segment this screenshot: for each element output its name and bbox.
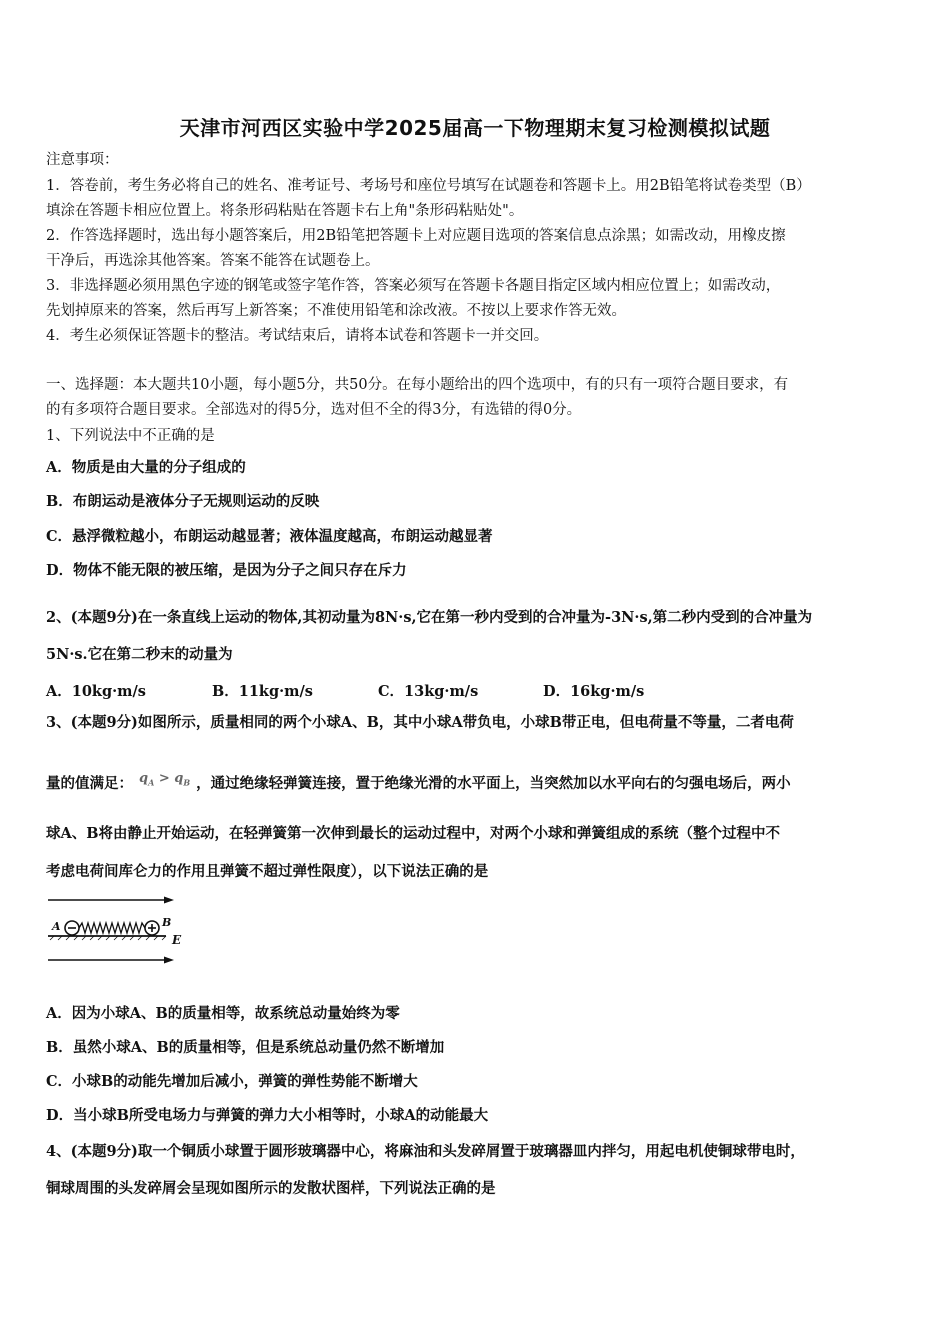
page-title: 天津市河西区实验中学2025届高一下物理期末复习检测模拟试题 — [179, 116, 771, 140]
notice-line: 先划掉原来的答案，然后再写上新答案；不准使用铅笔和涂改液。不按以上要求作答无效。 — [46, 303, 626, 319]
ball-b-label: B — [162, 916, 172, 929]
notice-line: 干净后，再选涂其他答案。答案不能答在试题卷上。 — [46, 253, 380, 269]
question-3-stem: 3、(本题9分)如图所示，质量相同的两个小球A、B，其中小球A带负电，小球B带正电，但电荷量不等量，二者电荷 — [46, 714, 794, 731]
question-2-option-c: C．13kg·m/s — [378, 683, 479, 700]
notice-line: 4．考生必须保证答题卡的整洁。考试结束后，请将本试卷和答题卡一并交回。 — [46, 328, 549, 344]
question-1-option-a: A．物质是由大量的分子组成的 — [46, 459, 246, 476]
notice-heading: 注意事项： — [46, 152, 119, 168]
question-2-stem: 5N·s.它在第二秒末的动量为 — [46, 646, 233, 663]
question-4-stem: 4、(本题9分)取一个铜质小球置于圆形玻璃器中心，将麻油和头发碎屑置于玻璃器皿内拌匀，用起电机使铜球带电时， — [46, 1143, 805, 1160]
field-arrow-bottom — [48, 957, 174, 964]
question-2-option-d: D．16kg·m/s — [543, 683, 645, 700]
question-1-option-b: B．布朗运动是液体分子无规则运动的反映 — [46, 493, 320, 510]
question-3-stem: 球A、B将由静止开始运动，在轻弹簧第一次伸到最长的运动过程中，对两个小球和弹簧组成的系统（整个过程中不 — [46, 825, 781, 842]
notice-line: 1．答卷前，考生务必将自己的姓名、准考证号、考场号和座位号填写在试题卷和答题卡上。用2B铅笔将试卷类型（B） — [46, 178, 811, 194]
question-1-option-d: D．物体不能无限的被压缩，是因为分子之间只存在斥力 — [46, 562, 407, 579]
question-2-option-a: A．10kg·m/s — [46, 683, 146, 700]
field-label: E — [172, 933, 182, 947]
notice-line: 填涂在答题卡相应位置上。将条形码粘贴在答题卡右上角"条形码粘贴处"。 — [46, 203, 524, 219]
question-3-stem: 考虑电荷间库仑力的作用且弹簧不超过弹性限度），以下说法正确的是 — [46, 863, 489, 880]
notice-line: 3．非选择题必须用黑色字迹的钢笔或签字笔作答，答案必须写在答题卡各题目指定区域内相应位置上；如需改动， — [46, 278, 781, 294]
question-3-stem — [46, 771, 791, 799]
question-3-option-d: D．当小球B所受电场力与弹簧的弹力大小相等时，小球A的动能最大 — [46, 1107, 489, 1124]
section-intro: 的有多项符合题目要求。全部选对的得5分，选对但不全的得3分，有选错的得0分。 — [46, 402, 582, 418]
spring-ball-figure — [46, 892, 206, 967]
question-3-option-a: A．因为小球A、B的质量相等，故系统总动量始终为零 — [46, 1005, 400, 1022]
question-3-option-b: B．虽然小球A、B的质量相等，但是系统总动量仍然不断增加 — [46, 1039, 445, 1056]
notice-line: 2．作答选择题时，选出每小题答案后，用2B铅笔把答题卡上对应题目选项的答案信息点涂黑；如需改动，用橡皮擦 — [46, 228, 786, 244]
section-intro: 一、选择题：本大题共10小题，每小题5分，共50分。在每小题给出的四个选项中，有的只有一项符合题目要求，有 — [46, 377, 789, 393]
question-2-options — [46, 680, 906, 700]
question-3-option-c: C．小球B的动能先增加后减小，弹簧的弹性势能不断增大 — [46, 1073, 418, 1090]
charge-inequality: $q_A > q_B$ — [139, 771, 191, 788]
question-1-option-c: C．悬浮微粒越小，布朗运动越显著；液体温度越高，布朗运动越显著 — [46, 528, 493, 545]
question-1-stem: 1、下列说法中不正确的是 — [46, 428, 215, 444]
ball-a-label: A — [52, 920, 61, 933]
question-4-stem: 铜球周围的头发碎屑会呈现如图所示的发散状图样，下列说法正确的是 — [46, 1180, 496, 1197]
question-2-option-b: B．11kg·m/s — [212, 683, 313, 700]
question-3-stem-part: ，通过绝缘轻弹簧连接，置于绝缘光滑的水平面上，当突然加以水平向右的匀强电场后，两小 — [196, 775, 791, 792]
spring — [79, 923, 145, 933]
question-3-stem-part: 量的值满足： — [46, 775, 133, 792]
question-2-stem: 2、(本题9分)在一条直线上运动的物体,其初动量为8N·s,它在第一秒内受到的合冲量为-3N·s,第二秒内受到的合冲量为 — [46, 609, 813, 626]
field-arrow-top — [48, 897, 174, 904]
